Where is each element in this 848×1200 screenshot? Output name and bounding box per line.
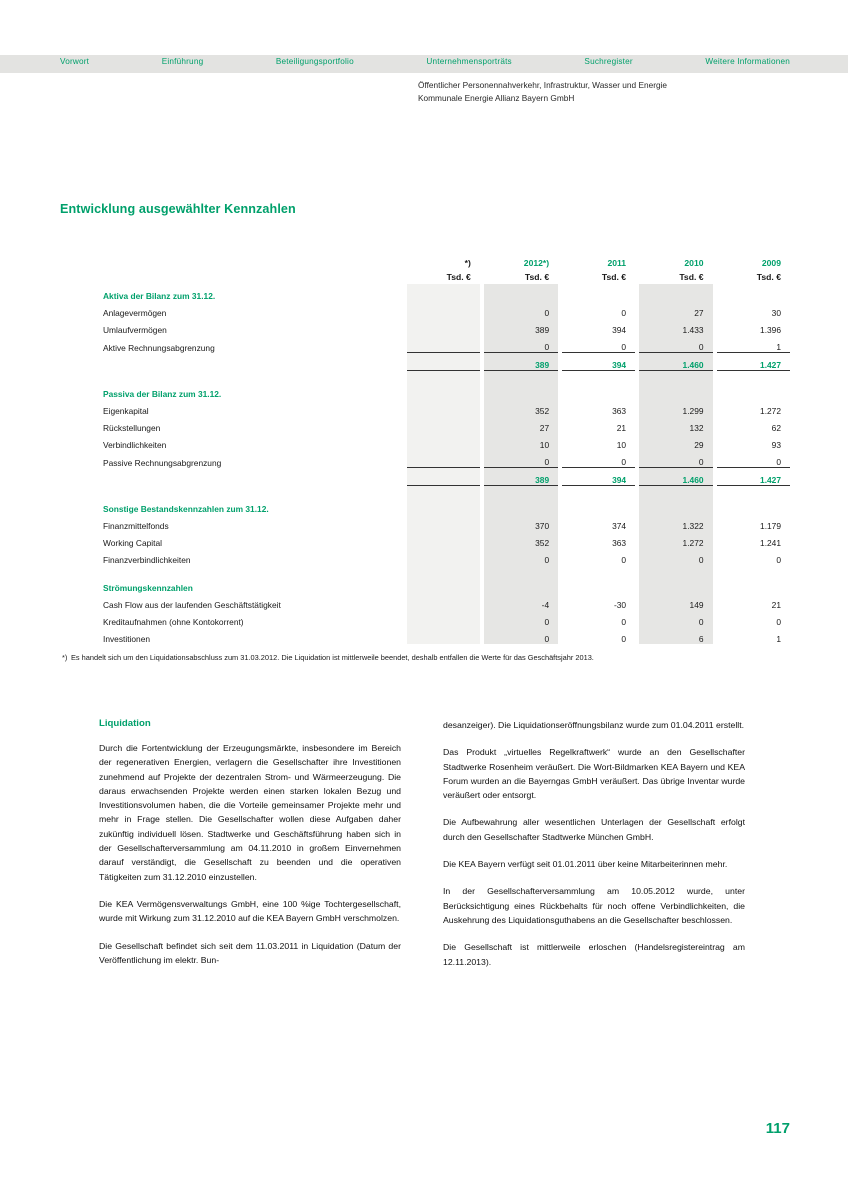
cell: 1.427	[717, 353, 790, 371]
table-row	[60, 450, 790, 468]
cell: 363	[562, 399, 635, 416]
cell: 0	[562, 610, 635, 627]
document-header	[418, 79, 667, 105]
kpi-table	[60, 252, 790, 644]
table-row	[60, 433, 790, 450]
cell: 394	[562, 318, 635, 335]
cell: 1.396	[717, 318, 790, 335]
cell: 21	[717, 593, 790, 610]
table-group-header-row	[60, 382, 790, 399]
cell: 0	[639, 450, 712, 468]
cell: 27	[639, 301, 712, 318]
table-row	[60, 416, 790, 433]
row-label	[60, 468, 403, 486]
paragraph: Das Produkt „virtuelles Regelkraftwerk“ wurde an den Gesellschafter Stadtwerke Rosenheim veräußert. Die Wort-Bildmarken KEA Bayern und KEA Forum wurden an die Bayerngas GmbH veräußert. Das übrige Inventar wurde veräußert oder entsorgt.	[443, 747, 745, 801]
paragraph: Die Gesellschaft befindet sich seit dem 11.03.2011 in Liquidation (Datum der Veröffentlichung im elektr. Bun-	[99, 940, 401, 965]
cell	[407, 318, 480, 335]
cell: 0	[484, 301, 558, 318]
row-label: Eigenkapital	[103, 406, 149, 416]
cell	[407, 593, 480, 610]
cell	[407, 514, 480, 531]
cell: 62	[717, 416, 790, 433]
nav-item-suchregister[interactable]: Suchregister	[584, 57, 633, 66]
page-number: 117	[765, 1120, 790, 1137]
cell: 0	[717, 450, 790, 468]
cell: 0	[639, 610, 712, 627]
col-header-1	[484, 252, 558, 284]
cell: 149	[639, 593, 712, 610]
paragraph: Die Gesellschaft ist mittlerweile erloschen (Handelsregistereintrag am 12.11.2013).	[443, 942, 745, 967]
row-label: Working Capital	[103, 538, 162, 548]
cell: 27	[484, 416, 558, 433]
cell: 0	[639, 548, 712, 565]
cell	[407, 353, 480, 371]
header-category: Öffentlicher Personennahverkehr, Infrastruktur, Wasser und Energie	[418, 80, 668, 90]
cell	[407, 610, 480, 627]
cell: -30	[562, 593, 635, 610]
paragraph: desanzeiger). Die Liquidationseröffnungsbilanz wurde zum 01.04.2011 erstellt.	[443, 720, 745, 730]
paragraph: Durch die Fortentwicklung der Erzeugungsmärkte, insbesondere im Bereich der regenerativen Energien, verlagern die Gesellschafter ihre Investitionen zunehmend auf Projekte der dezentralen Strom- und Wärmeerzeugung. Die daraus erwachsenden Projekte werden einen starken lokalen Bezug und Investitionsvolumen haben, die die Vorteile gemeinsamer Projekte mehr und mehr in Frage stellen. Die Gesellschafter wollen diese Aufgaben daher zukünftig individuell lösen. Stadtwerke und Geschäftsführung haben sich in der Gesellschafterversammlung am 04.11.2010 in großem Einvernehmen darauf verständigt, die Gesellschaft zu beenden und die operativen Tätigkeiten zum 31.12.2010 einzustellen.	[99, 743, 401, 882]
col-header-0	[407, 252, 480, 284]
col-header-1-unit: Tsd. €	[524, 272, 550, 282]
col-header-3	[639, 252, 712, 284]
cell: 352	[484, 399, 558, 416]
cell: 394	[562, 468, 635, 486]
cell: 21	[562, 416, 635, 433]
cell: 0	[484, 610, 558, 627]
cell: 0	[717, 610, 790, 627]
col-header-2-unit: Tsd. €	[601, 272, 627, 282]
row-label: Anlagevermögen	[103, 308, 167, 318]
cell	[407, 450, 480, 468]
cell: 374	[562, 514, 635, 531]
cell: 1.460	[639, 353, 712, 371]
table-row	[60, 514, 790, 531]
cell: 363	[562, 531, 635, 548]
row-label: Umlaufvermögen	[103, 325, 167, 335]
table-row	[60, 318, 790, 335]
table-row	[60, 548, 790, 565]
cell: 352	[484, 531, 558, 548]
cell: 0	[484, 548, 558, 565]
cell: 0	[562, 335, 635, 353]
col-header-1-year: 2012*)	[523, 258, 550, 268]
cell: 1.433	[639, 318, 712, 335]
cell: 1	[717, 627, 790, 644]
table-group-header-row	[60, 497, 790, 514]
article-column-right	[443, 718, 745, 969]
kpi-table-body	[60, 284, 790, 644]
cell	[407, 433, 480, 450]
kpi-table-wrapper	[60, 252, 790, 644]
col-header-0-year: *)	[464, 258, 471, 268]
row-label: Rückstellungen	[103, 423, 161, 433]
nav-item-weitere-informationen[interactable]: Weitere Informationen	[705, 57, 790, 66]
cell: 0	[484, 627, 558, 644]
col-header-2	[562, 252, 635, 284]
paragraph: Die KEA Vermögensverwaltungs GmbH, eine 100 %ige Tochtergesellschaft, wurde mit Wirkung zum 31.12.2010 auf die KEA Bayern GmbH verschmolzen.	[99, 898, 401, 924]
article-title: Liquidation	[99, 718, 151, 729]
cell: 0	[484, 450, 558, 468]
row-label: Verbindlichkeiten	[103, 440, 167, 450]
article-column-left	[99, 718, 401, 967]
nav-item-vorwort[interactable]: Vorwort	[60, 57, 90, 66]
paragraph: Die Aufbewahrung aller wesentlichen Unterlagen der Gesellschaft erfolgt durch den Gesellschafter Stadtwerke München GmbH.	[443, 817, 745, 842]
page-title: Entwicklung ausgewählter Kennzahlen	[60, 202, 296, 216]
table-row	[60, 610, 790, 627]
table-footnote	[62, 652, 771, 663]
table-spacer-row	[60, 371, 790, 383]
cell	[407, 301, 480, 318]
table-spacer-row	[60, 486, 790, 498]
table-total-row	[60, 468, 790, 486]
cell: 0	[562, 627, 635, 644]
cell: 1.272	[639, 531, 712, 548]
cell	[407, 468, 480, 486]
cell: 0	[562, 548, 635, 565]
group-title-stroemungs: Strömungskennzahlen	[103, 583, 193, 593]
table-row	[60, 335, 790, 353]
cell	[407, 531, 480, 548]
cell: 1.179	[717, 514, 790, 531]
paragraph: In der Gesellschafterversammlung am 10.05.2012 wurde, unter Berücksichtigung eines Rückbehalts für noch offene Verbindlichkeiten, die Auskehrung des Liquidationsguthabens an die Gesellschafter beschlossen.	[443, 886, 745, 925]
cell: 389	[484, 353, 558, 371]
cell	[407, 335, 480, 353]
col-header-0-unit: Tsd. €	[446, 272, 471, 282]
table-row	[60, 593, 790, 610]
col-header-3-unit: Tsd. €	[679, 272, 704, 282]
cell: 1.322	[639, 514, 712, 531]
cell: 1.427	[717, 468, 790, 486]
row-label: Passive Rechnungsabgrenzung	[103, 457, 222, 468]
header-empty	[60, 252, 403, 284]
cell	[407, 399, 480, 416]
cell: 370	[484, 514, 558, 531]
cell: 394	[562, 353, 635, 371]
kpi-table-head	[60, 252, 790, 284]
table-spacer-row	[60, 565, 790, 576]
table-group-header-row	[60, 284, 790, 301]
table-total-row	[60, 353, 790, 371]
cell: 10	[484, 433, 558, 450]
nav-item-unternehmensportraets[interactable]: Unternehmensporträts	[426, 57, 512, 66]
table-row	[60, 399, 790, 416]
cell: 6	[639, 627, 712, 644]
group-title-passiva: Passiva der Bilanz zum 31.12.	[103, 389, 222, 399]
paragraph: Die KEA Bayern verfügt seit 01.01.2011 über keine Mitarbeiterinnen mehr.	[443, 859, 728, 870]
row-label: Aktive Rechnungsabgrenzung	[103, 342, 215, 353]
col-header-4	[717, 252, 790, 284]
row-label: Kreditaufnahmen (ohne Kontokorrent)	[103, 617, 244, 627]
table-row	[60, 531, 790, 548]
cell: 0	[639, 335, 712, 353]
cell: 1.299	[639, 399, 712, 416]
top-navigation-items	[60, 57, 790, 71]
cell: 132	[639, 416, 712, 433]
cell: 0	[717, 548, 790, 565]
col-header-2-year: 2011	[607, 258, 627, 268]
cell: 93	[717, 433, 790, 450]
cell: 0	[562, 301, 635, 318]
cell	[407, 627, 480, 644]
group-title-aktiva: Aktiva der Bilanz zum 31.12.	[103, 291, 216, 301]
cell: 389	[484, 318, 558, 335]
cell: 0	[562, 450, 635, 468]
footnote-marker: *)	[62, 653, 68, 662]
cell: 389	[484, 468, 558, 486]
col-header-3-year: 2010	[684, 258, 704, 268]
row-label: Investitionen	[103, 634, 151, 644]
nav-item-beteiligungsportfolio[interactable]: Beteiligungsportfolio	[275, 57, 354, 66]
row-label: Finanzmittelfonds	[103, 521, 169, 531]
cell: 29	[639, 433, 712, 450]
cell: -4	[484, 593, 558, 610]
cell	[407, 548, 480, 565]
group-title-sonstige: Sonstige Bestandskennzahlen zum 31.12.	[103, 504, 269, 514]
cell: 1.241	[717, 531, 790, 548]
cell	[407, 416, 480, 433]
footnote-text: Es handelt sich um den Liquidationsabschluss zum 31.03.2012. Die Liquidation ist mittlerweile beendet, deshalb entfallen die Werte für das Geschäftsjahr 2013.	[71, 653, 594, 662]
cell: 1.460	[639, 468, 712, 486]
cell: 0	[484, 335, 558, 353]
cell: 30	[717, 301, 790, 318]
row-label	[60, 353, 403, 371]
header-company: Kommunale Energie Allianz Bayern GmbH	[418, 93, 575, 103]
row-label: Finanzverbindlichkeiten	[103, 555, 191, 565]
cell: 1.272	[717, 399, 790, 416]
col-header-4-unit: Tsd. €	[756, 272, 781, 282]
row-label: Cash Flow aus der laufenden Geschäftstätigkeit	[103, 600, 281, 610]
cell: 10	[562, 433, 635, 450]
table-header-row	[60, 252, 790, 284]
cell: 1	[717, 335, 790, 353]
nav-item-einfuehrung[interactable]: Einführung	[161, 57, 204, 66]
col-header-4-year: 2009	[761, 258, 781, 268]
table-group-header-row	[60, 576, 790, 593]
table-row	[60, 627, 790, 644]
table-row	[60, 301, 790, 318]
